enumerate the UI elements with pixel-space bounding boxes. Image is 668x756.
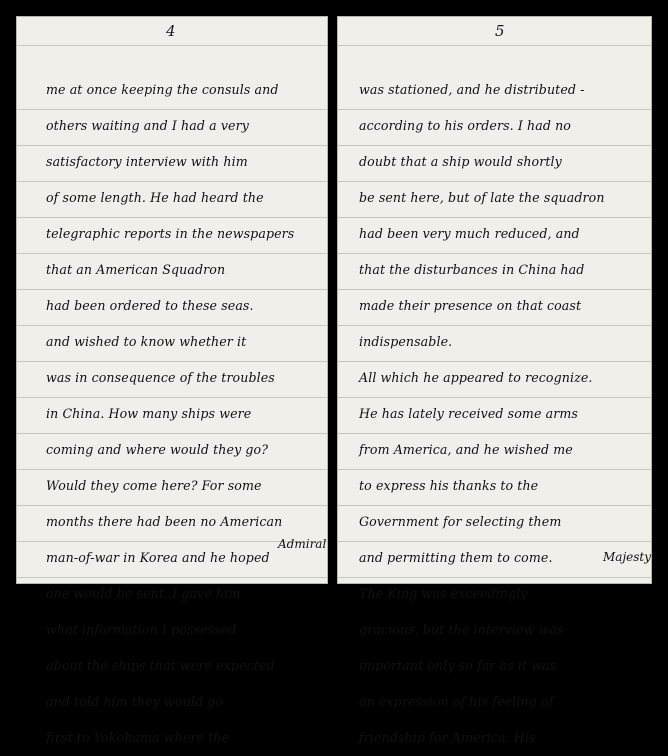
text-line: was stationed, and he distributed - [359,82,585,97]
text-line: others waiting and I had a very [46,118,249,133]
handwritten-text [337,72,652,756]
text-line: me at once keeping the consuls and [46,82,279,97]
catchword: Admiral [278,537,327,551]
text-line: an expression of his feeling of [359,694,554,709]
text-line: All which he appeared to recognize. [359,370,593,385]
text-line: made their presence on that coast [359,298,582,313]
text-line: months there had been no American [46,514,283,529]
text-line: had been ordered to these seas. [46,298,254,313]
left-page [16,16,328,745]
text-line: coming and where would they go? [46,442,269,457]
catchword: Majesty [603,550,652,564]
text-line: important only so far as it was [359,658,557,673]
text-line: that the disturbances in China had [359,262,585,277]
text-line: was in consequence of the troubles [46,370,275,385]
text-line: what information I possessed [46,622,237,637]
page-number: 4 [166,22,176,40]
text-line: He has lately received some arms [359,406,578,421]
text-line: of some length. He had heard the [46,190,264,205]
text-line: friendship for America. His [359,730,536,745]
text-line: had been very much reduced, and [359,226,580,241]
text-line: gracious, but the interview was [359,622,564,637]
text-line: Would they come here? For some [46,478,262,493]
handwritten-text [16,72,328,756]
text-line: according to his orders. I had no [359,118,571,133]
text-line: telegraphic reports in the newspapers [46,226,295,241]
right-page [337,16,652,745]
text-line: satisfactory interview with him [46,154,248,169]
text-line: indispensable. [359,334,453,349]
text-line: to express his thanks to the [359,478,539,493]
text-line: doubt that a ship would shortly [359,154,562,169]
text-line: be sent here, but of late the squadron [359,190,605,205]
text-line: and told him they would go [46,694,224,709]
text-line: about the ships that were expected [46,658,275,673]
text-line: man-of-war in Korea and he hoped [46,550,270,565]
page-number: 5 [495,22,505,40]
text-line: and permitting them to come. [359,550,553,565]
text-line: Government for selecting them [359,514,562,529]
text-line: one would be sent. I gave him [46,586,241,601]
text-line: The King was exceedingly [359,586,528,601]
text-line: that an American Squadron [46,262,226,277]
text-line: and wished to know whether it [46,334,247,349]
text-line: first to Yokohama where the [46,730,230,745]
text-line: in China. How many ships were [46,406,252,421]
text-line: from America, and he wished me [359,442,573,457]
